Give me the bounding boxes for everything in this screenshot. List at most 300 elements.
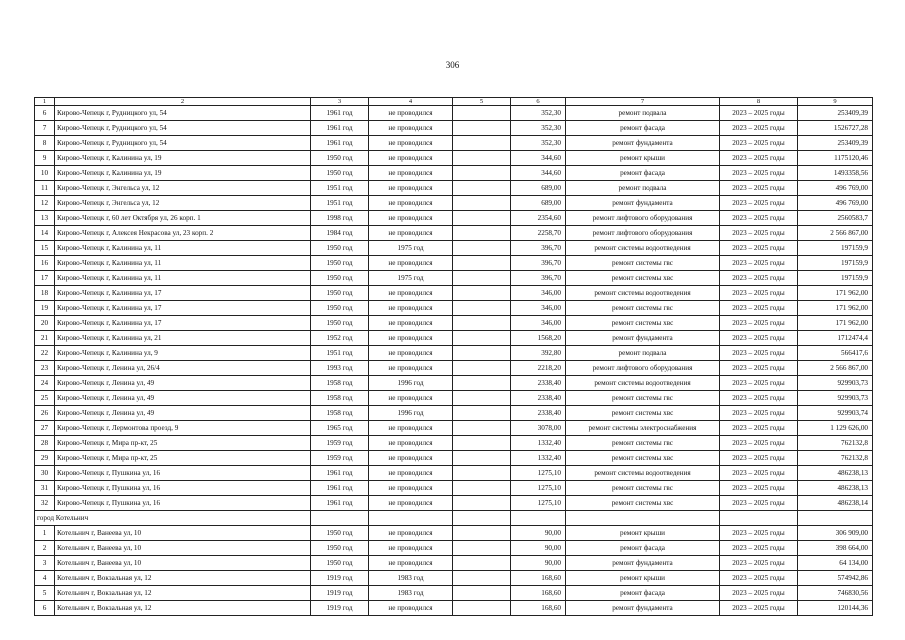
- work-type-cell: ремонт фасада: [566, 586, 720, 601]
- cost-cell: 1493358,56: [798, 166, 873, 181]
- address-cell: Кирово-Чепецк г, Калинина ул, 17: [55, 286, 311, 301]
- cost-cell: 929903,73: [798, 391, 873, 406]
- column-5-cell: [453, 586, 511, 601]
- last-repair-cell: 1983 год: [369, 571, 453, 586]
- column-5-cell: [453, 256, 511, 271]
- build-year-cell: 1950 год: [311, 271, 369, 286]
- build-year-cell: 1950 год: [311, 316, 369, 331]
- work-type-cell: ремонт системы гвс: [566, 481, 720, 496]
- work-type-cell: ремонт лифтового оборудования: [566, 361, 720, 376]
- period-cell: 2023 – 2025 годы: [720, 121, 798, 136]
- area-cell: 2338,40: [511, 406, 566, 421]
- column-5-cell: [453, 451, 511, 466]
- column-header: 7: [566, 98, 720, 106]
- address-cell: Кирово-Чепецк г, Пушкина ул, 16: [55, 466, 311, 481]
- build-year-cell: 1961 год: [311, 136, 369, 151]
- work-type-cell: ремонт фундамента: [566, 196, 720, 211]
- column-5-cell: [453, 556, 511, 571]
- last-repair-cell: не проводился: [369, 451, 453, 466]
- section-header-row: [35, 511, 873, 526]
- capital-repair-table: [34, 97, 873, 616]
- period-cell: 2023 – 2025 годы: [720, 241, 798, 256]
- build-year-cell: 1952 год: [311, 331, 369, 346]
- column-5-cell: [453, 211, 511, 226]
- cost-cell: 486238,14: [798, 496, 873, 511]
- area-cell: 168,60: [511, 586, 566, 601]
- period-cell: 2023 – 2025 годы: [720, 196, 798, 211]
- work-type-cell: ремонт системы хвс: [566, 316, 720, 331]
- column-header: 5: [453, 98, 511, 106]
- column-5-cell: [453, 196, 511, 211]
- cost-cell: 120144,36: [798, 601, 873, 616]
- build-year-cell: 1950 год: [311, 556, 369, 571]
- row-number-cell: 26: [35, 406, 55, 421]
- empty-cell: [798, 511, 873, 526]
- last-repair-cell: не проводился: [369, 316, 453, 331]
- row-number-cell: 12: [35, 196, 55, 211]
- table-row: [35, 256, 873, 271]
- column-5-cell: [453, 346, 511, 361]
- row-number-cell: 30: [35, 466, 55, 481]
- period-cell: 2023 – 2025 годы: [720, 451, 798, 466]
- page-number: 306: [445, 60, 460, 70]
- row-number-cell: 9: [35, 151, 55, 166]
- cost-cell: 2 566 867,00: [798, 226, 873, 241]
- area-cell: 346,00: [511, 301, 566, 316]
- address-cell: Кирово-Чепецк г, Ленина ул, 26/4: [55, 361, 311, 376]
- table-row: [35, 421, 873, 436]
- row-number-cell: 5: [35, 586, 55, 601]
- column-5-cell: [453, 316, 511, 331]
- last-repair-cell: не проводился: [369, 346, 453, 361]
- table-row: [35, 451, 873, 466]
- row-number-cell: 19: [35, 301, 55, 316]
- area-cell: 2218,20: [511, 361, 566, 376]
- period-cell: 2023 – 2025 годы: [720, 346, 798, 361]
- row-number-cell: 8: [35, 136, 55, 151]
- row-number-cell: 15: [35, 241, 55, 256]
- build-year-cell: 1950 год: [311, 286, 369, 301]
- cost-cell: 171 962,00: [798, 316, 873, 331]
- row-number-cell: 11: [35, 181, 55, 196]
- build-year-cell: 1950 год: [311, 541, 369, 556]
- last-repair-cell: 1983 год: [369, 586, 453, 601]
- build-year-cell: 1950 год: [311, 151, 369, 166]
- area-cell: 689,00: [511, 181, 566, 196]
- work-type-cell: ремонт фундамента: [566, 601, 720, 616]
- area-cell: 352,30: [511, 136, 566, 151]
- build-year-cell: 1950 год: [311, 526, 369, 541]
- area-cell: 2354,60: [511, 211, 566, 226]
- last-repair-cell: не проводился: [369, 106, 453, 121]
- last-repair-cell: не проводился: [369, 496, 453, 511]
- area-cell: 1275,10: [511, 466, 566, 481]
- last-repair-cell: не проводился: [369, 211, 453, 226]
- work-type-cell: ремонт подвала: [566, 346, 720, 361]
- work-type-cell: ремонт системы хвс: [566, 496, 720, 511]
- period-cell: 2023 – 2025 годы: [720, 151, 798, 166]
- address-cell: Кирово-Чепецк г, Калинина ул, 11: [55, 271, 311, 286]
- period-cell: 2023 – 2025 годы: [720, 226, 798, 241]
- row-number-cell: 10: [35, 166, 55, 181]
- period-cell: 2023 – 2025 годы: [720, 301, 798, 316]
- empty-cell: [369, 511, 453, 526]
- address-cell: Кирово-Чепецк г, Пушкина ул, 16: [55, 481, 311, 496]
- cost-cell: 762132,8: [798, 451, 873, 466]
- column-5-cell: [453, 481, 511, 496]
- last-repair-cell: не проводился: [369, 466, 453, 481]
- table-row: [35, 406, 873, 421]
- cost-cell: 574942,86: [798, 571, 873, 586]
- column-5-cell: [453, 466, 511, 481]
- period-cell: 2023 – 2025 годы: [720, 166, 798, 181]
- table-row: [35, 541, 873, 556]
- column-header: 8: [720, 98, 798, 106]
- table-row: [35, 346, 873, 361]
- period-cell: 2023 – 2025 годы: [720, 586, 798, 601]
- address-cell: Кирово-Чепецк г, Калинина ул, 19: [55, 166, 311, 181]
- cost-cell: 398 664,00: [798, 541, 873, 556]
- period-cell: 2023 – 2025 годы: [720, 331, 798, 346]
- area-cell: 1275,10: [511, 481, 566, 496]
- period-cell: 2023 – 2025 годы: [720, 481, 798, 496]
- last-repair-cell: не проводился: [369, 166, 453, 181]
- last-repair-cell: не проводился: [369, 481, 453, 496]
- area-cell: 396,70: [511, 271, 566, 286]
- work-type-cell: ремонт системы водоотведения: [566, 376, 720, 391]
- address-cell: Кирово-Чепецк г, Лермонтова проезд, 9: [55, 421, 311, 436]
- build-year-cell: 1961 год: [311, 481, 369, 496]
- work-type-cell: ремонт системы гвс: [566, 391, 720, 406]
- column-5-cell: [453, 526, 511, 541]
- table-row: [35, 331, 873, 346]
- last-repair-cell: 1996 год: [369, 376, 453, 391]
- address-cell: Кирово-Чепецк г, 60 лет Октября ул, 26 корп. 1: [55, 211, 311, 226]
- cost-cell: 1712474,4: [798, 331, 873, 346]
- build-year-cell: 1950 год: [311, 241, 369, 256]
- row-number-cell: 20: [35, 316, 55, 331]
- empty-cell: [566, 511, 720, 526]
- last-repair-cell: не проводился: [369, 151, 453, 166]
- address-cell: Кирово-Чепецк г, Калинина ул, 11: [55, 256, 311, 271]
- cost-cell: 1175120,46: [798, 151, 873, 166]
- table-row: [35, 241, 873, 256]
- cost-cell: 197159,9: [798, 241, 873, 256]
- build-year-cell: 1998 год: [311, 211, 369, 226]
- work-type-cell: ремонт системы гвс: [566, 436, 720, 451]
- build-year-cell: 1959 год: [311, 436, 369, 451]
- area-cell: 2338,40: [511, 376, 566, 391]
- table-row: [35, 601, 873, 616]
- last-repair-cell: не проводился: [369, 541, 453, 556]
- column-5-cell: [453, 406, 511, 421]
- table-row: [35, 211, 873, 226]
- cost-cell: 746830,56: [798, 586, 873, 601]
- work-type-cell: ремонт фасада: [566, 541, 720, 556]
- area-cell: 90,00: [511, 556, 566, 571]
- table-row: [35, 496, 873, 511]
- build-year-cell: 1950 год: [311, 301, 369, 316]
- column-5-cell: [453, 106, 511, 121]
- address-cell: Кирово-Чепецк г, Алексея Некрасова ул, 23 корп. 2: [55, 226, 311, 241]
- area-cell: 1332,40: [511, 451, 566, 466]
- cost-cell: 306 909,00: [798, 526, 873, 541]
- last-repair-cell: не проводился: [369, 421, 453, 436]
- area-cell: 2258,70: [511, 226, 566, 241]
- row-number-cell: 24: [35, 376, 55, 391]
- column-5-cell: [453, 376, 511, 391]
- work-type-cell: ремонт системы хвс: [566, 406, 720, 421]
- last-repair-cell: не проводился: [369, 136, 453, 151]
- build-year-cell: 1961 год: [311, 496, 369, 511]
- work-type-cell: ремонт системы водоотведения: [566, 241, 720, 256]
- area-cell: 346,00: [511, 286, 566, 301]
- build-year-cell: 1919 год: [311, 586, 369, 601]
- table-row: [35, 151, 873, 166]
- table-row: [35, 106, 873, 121]
- work-type-cell: ремонт фундамента: [566, 136, 720, 151]
- column-header-row: [35, 98, 873, 106]
- cost-cell: 566417,6: [798, 346, 873, 361]
- row-number-cell: 6: [35, 106, 55, 121]
- cost-cell: 486238,13: [798, 481, 873, 496]
- address-cell: Кирово-Чепецк г, Калинина ул, 19: [55, 151, 311, 166]
- build-year-cell: 1919 год: [311, 571, 369, 586]
- address-cell: Кирово-Чепецк г, Рудницкого ул, 54: [55, 121, 311, 136]
- period-cell: 2023 – 2025 годы: [720, 316, 798, 331]
- cost-cell: 2560583,7: [798, 211, 873, 226]
- area-cell: 346,00: [511, 316, 566, 331]
- table-row: [35, 466, 873, 481]
- row-number-cell: 17: [35, 271, 55, 286]
- row-number-cell: 13: [35, 211, 55, 226]
- empty-cell: [511, 511, 566, 526]
- period-cell: 2023 – 2025 годы: [720, 181, 798, 196]
- cost-cell: 64 134,00: [798, 556, 873, 571]
- period-cell: 2023 – 2025 годы: [720, 436, 798, 451]
- work-type-cell: ремонт крыши: [566, 571, 720, 586]
- last-repair-cell: 1975 год: [369, 241, 453, 256]
- cost-cell: 171 962,00: [798, 286, 873, 301]
- row-number-cell: 6: [35, 601, 55, 616]
- work-type-cell: ремонт фундамента: [566, 331, 720, 346]
- work-type-cell: ремонт системы хвс: [566, 271, 720, 286]
- row-number-cell: 18: [35, 286, 55, 301]
- cost-cell: 929903,74: [798, 406, 873, 421]
- column-5-cell: [453, 391, 511, 406]
- build-year-cell: 1984 год: [311, 226, 369, 241]
- address-cell: Котельнич г, Вокзальная ул, 12: [55, 601, 311, 616]
- cost-cell: 253409,39: [798, 106, 873, 121]
- area-cell: 168,60: [511, 601, 566, 616]
- area-cell: 352,30: [511, 106, 566, 121]
- last-repair-cell: не проводился: [369, 556, 453, 571]
- table-row: [35, 136, 873, 151]
- column-5-cell: [453, 136, 511, 151]
- area-cell: 2338,40: [511, 391, 566, 406]
- address-cell: Кирово-Чепецк г, Ленина ул, 49: [55, 406, 311, 421]
- column-5-cell: [453, 496, 511, 511]
- table-row: [35, 481, 873, 496]
- column-5-cell: [453, 601, 511, 616]
- section-title: город Котельнич: [35, 511, 311, 526]
- table-row: [35, 316, 873, 331]
- area-cell: 168,60: [511, 571, 566, 586]
- period-cell: 2023 – 2025 годы: [720, 541, 798, 556]
- row-number-cell: 25: [35, 391, 55, 406]
- row-number-cell: 7: [35, 121, 55, 136]
- work-type-cell: ремонт фасада: [566, 121, 720, 136]
- period-cell: 2023 – 2025 годы: [720, 466, 798, 481]
- period-cell: 2023 – 2025 годы: [720, 601, 798, 616]
- area-cell: 392,80: [511, 346, 566, 361]
- build-year-cell: 1950 год: [311, 166, 369, 181]
- area-cell: 344,60: [511, 166, 566, 181]
- column-5-cell: [453, 541, 511, 556]
- period-cell: 2023 – 2025 годы: [720, 106, 798, 121]
- column-5-cell: [453, 331, 511, 346]
- row-number-cell: 22: [35, 346, 55, 361]
- work-type-cell: ремонт системы гвс: [566, 301, 720, 316]
- last-repair-cell: не проводился: [369, 361, 453, 376]
- column-5-cell: [453, 166, 511, 181]
- build-year-cell: 1950 год: [311, 256, 369, 271]
- table-row: [35, 226, 873, 241]
- area-cell: 1275,10: [511, 496, 566, 511]
- build-year-cell: 1961 год: [311, 121, 369, 136]
- address-cell: Кирово-Чепецк г, Ленина ул, 49: [55, 376, 311, 391]
- last-repair-cell: не проводился: [369, 226, 453, 241]
- last-repair-cell: не проводился: [369, 391, 453, 406]
- column-5-cell: [453, 301, 511, 316]
- last-repair-cell: не проводился: [369, 121, 453, 136]
- row-number-cell: 16: [35, 256, 55, 271]
- column-5-cell: [453, 571, 511, 586]
- address-cell: Кирово-Чепецк г, Калинина ул, 21: [55, 331, 311, 346]
- table-row: [35, 376, 873, 391]
- cost-cell: 929903,73: [798, 376, 873, 391]
- period-cell: 2023 – 2025 годы: [720, 271, 798, 286]
- table-row: [35, 571, 873, 586]
- area-cell: 90,00: [511, 541, 566, 556]
- cost-cell: 2 566 867,00: [798, 361, 873, 376]
- area-cell: 396,70: [511, 256, 566, 271]
- table-row: [35, 391, 873, 406]
- last-repair-cell: не проводился: [369, 286, 453, 301]
- build-year-cell: 1965 год: [311, 421, 369, 436]
- area-cell: 396,70: [511, 241, 566, 256]
- address-cell: Котельнич г, Ванеева ул, 10: [55, 556, 311, 571]
- period-cell: 2023 – 2025 годы: [720, 211, 798, 226]
- address-cell: Кирово-Чепецк г, Мира пр-кт, 25: [55, 436, 311, 451]
- work-type-cell: ремонт крыши: [566, 151, 720, 166]
- column-5-cell: [453, 271, 511, 286]
- table-row: [35, 301, 873, 316]
- address-cell: Котельнич г, Вокзальная ул, 12: [55, 586, 311, 601]
- empty-cell: [311, 511, 369, 526]
- column-5-cell: [453, 181, 511, 196]
- cost-cell: 197159,9: [798, 256, 873, 271]
- work-type-cell: ремонт системы водоотведения: [566, 286, 720, 301]
- row-number-cell: 27: [35, 421, 55, 436]
- last-repair-cell: 1975 год: [369, 271, 453, 286]
- address-cell: Кирово-Чепецк г, Калинина ул, 17: [55, 316, 311, 331]
- cost-cell: 496 769,00: [798, 196, 873, 211]
- cost-cell: 496 769,00: [798, 181, 873, 196]
- address-cell: Кирово-Чепецк г, Энгельса ул, 12: [55, 181, 311, 196]
- address-cell: Котельнич г, Вокзальная ул, 12: [55, 571, 311, 586]
- period-cell: 2023 – 2025 годы: [720, 496, 798, 511]
- area-cell: 90,00: [511, 526, 566, 541]
- table-row: [35, 526, 873, 541]
- work-type-cell: ремонт системы водоотведения: [566, 466, 720, 481]
- period-cell: 2023 – 2025 годы: [720, 256, 798, 271]
- work-type-cell: ремонт системы гвс: [566, 256, 720, 271]
- empty-cell: [720, 511, 798, 526]
- work-type-cell: ремонт лифтового оборудования: [566, 226, 720, 241]
- area-cell: 1332,40: [511, 436, 566, 451]
- address-cell: Котельнич г, Ванеева ул, 10: [55, 526, 311, 541]
- area-cell: 689,00: [511, 196, 566, 211]
- column-header: 4: [369, 98, 453, 106]
- work-type-cell: ремонт фасада: [566, 166, 720, 181]
- column-header: 2: [55, 98, 311, 106]
- address-cell: Кирово-Чепецк г, Энгельса ул, 12: [55, 196, 311, 211]
- table-row: [35, 286, 873, 301]
- table-row: [35, 166, 873, 181]
- table-row: [35, 556, 873, 571]
- row-number-cell: 32: [35, 496, 55, 511]
- work-type-cell: ремонт лифтового оборудования: [566, 211, 720, 226]
- period-cell: 2023 – 2025 годы: [720, 556, 798, 571]
- address-cell: Кирово-Чепецк г, Рудницкого ул, 54: [55, 136, 311, 151]
- address-cell: Кирово-Чепецк г, Калинина ул, 11: [55, 241, 311, 256]
- row-number-cell: 3: [35, 556, 55, 571]
- last-repair-cell: не проводился: [369, 301, 453, 316]
- table-row: [35, 196, 873, 211]
- column-5-cell: [453, 286, 511, 301]
- address-cell: Кирово-Чепецк г, Калинина ул, 17: [55, 301, 311, 316]
- table-row: [35, 181, 873, 196]
- column-5-cell: [453, 226, 511, 241]
- build-year-cell: 1961 год: [311, 466, 369, 481]
- address-cell: Кирово-Чепецк г, Калинина ул, 9: [55, 346, 311, 361]
- last-repair-cell: не проводился: [369, 601, 453, 616]
- row-number-cell: 21: [35, 331, 55, 346]
- address-cell: Котельнич г, Ванеева ул, 10: [55, 541, 311, 556]
- cost-cell: 1 129 626,00: [798, 421, 873, 436]
- row-number-cell: 29: [35, 451, 55, 466]
- period-cell: 2023 – 2025 годы: [720, 136, 798, 151]
- build-year-cell: 1919 год: [311, 601, 369, 616]
- area-cell: 352,30: [511, 121, 566, 136]
- area-cell: 3078,00: [511, 421, 566, 436]
- cost-cell: 253409,39: [798, 136, 873, 151]
- empty-cell: [453, 511, 511, 526]
- column-header: 6: [511, 98, 566, 106]
- area-cell: 344,60: [511, 151, 566, 166]
- build-year-cell: 1951 год: [311, 196, 369, 211]
- build-year-cell: 1958 год: [311, 406, 369, 421]
- work-type-cell: ремонт фундамента: [566, 556, 720, 571]
- build-year-cell: 1959 год: [311, 451, 369, 466]
- last-repair-cell: не проводился: [369, 526, 453, 541]
- row-number-cell: 14: [35, 226, 55, 241]
- table-row: [35, 271, 873, 286]
- address-cell: Кирово-Чепецк г, Ленина ул, 49: [55, 391, 311, 406]
- period-cell: 2023 – 2025 годы: [720, 406, 798, 421]
- build-year-cell: 1951 год: [311, 346, 369, 361]
